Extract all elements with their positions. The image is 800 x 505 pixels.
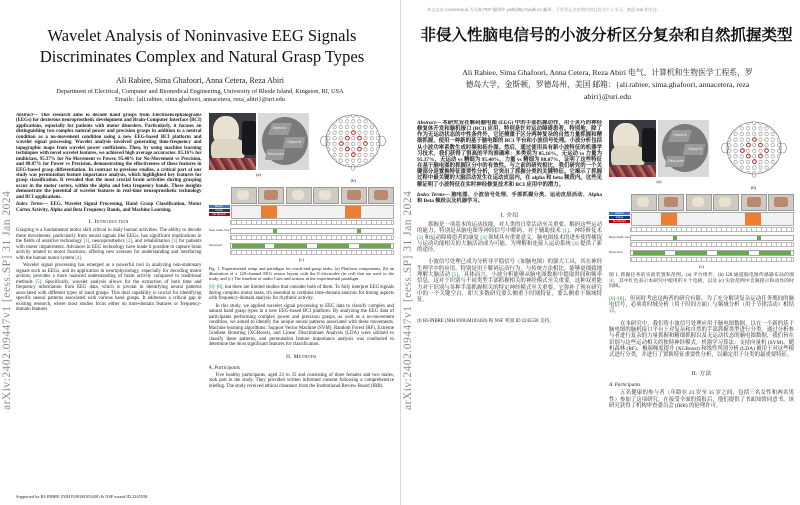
citation-link[interactable]: [5]	[35, 279, 42, 285]
paper-title	[34, 26, 370, 67]
movement-label: Movement	[208, 243, 222, 248]
movement-block	[717, 251, 749, 255]
timeline-thumb	[741, 194, 767, 211]
cue-highlight	[745, 213, 761, 225]
beep-mark	[757, 236, 761, 240]
timeline-thumb	[231, 187, 257, 204]
translation-notice: 本文以站 Accessory.ai 为开源 PDF 翻译库 yadk(http://yadk.io) 翻译，不会更正点对照内容且仅为个人学习，欢迎 star 和关注。	[427, 7, 662, 12]
citation-link[interactable]: [3]	[480, 234, 487, 241]
figure-sublabel-b: (b)	[350, 178, 356, 183]
beep-mark	[357, 229, 361, 233]
figure-sublabel-c: (c)	[698, 264, 705, 269]
time-ruler	[630, 257, 794, 263]
time-ruler	[630, 242, 794, 248]
two-column-body-chinese	[417, 120, 794, 505]
paper-title-chinese: 非侵入性脑电信号的小波分析区分复杂和自然抓握类型	[420, 27, 793, 44]
figure-sublabel-a: (a)	[656, 179, 662, 184]
timeline-thumb	[258, 187, 284, 204]
timeline-thumb	[341, 187, 367, 204]
cue-highlight	[261, 206, 277, 218]
index-terms-label: Index Terms—	[16, 202, 48, 208]
citation-link[interactable]: [6]–[8]	[609, 295, 625, 302]
platform-photo	[609, 120, 656, 177]
authors-line-chinese: Ali Rabiee, Sima Ghafoori, Anna Cetera, Reza Abiri 电气、计算机和生物医学工程系，罗德岛大学，金斯顿，罗德岛州，美国 邮箱：{ali.rabiee, sima.ghafoori, annacetera, reza abiri}@uri.edu	[462, 68, 753, 102]
figure-sublabel-a: (a)	[255, 172, 262, 177]
subsection-participants: A. Participants	[609, 382, 641, 389]
timeline-thumb	[631, 194, 657, 211]
platform-label-object-b: Object B	[688, 147, 702, 151]
cue-row-grasp: Grasp	[609, 216, 630, 219]
authors-line: Ali Rabiee, Sima Ghafoori, Anna Cetera, Reza Abiri	[116, 76, 284, 86]
movement-block	[759, 251, 791, 255]
timeline-thumb	[768, 194, 794, 211]
emails-line: Emails: {ali.rabiee, sima.ghafoori, annacetera, reza_abiri}@uri.edu	[115, 96, 285, 104]
platform-label-rest-point: Rest point	[668, 159, 685, 163]
beep-audio-cue-label: Beep Audio Cue	[609, 235, 630, 240]
intro-paragraph-2: 小波信号处理已成为分析非平稳信号（如脑电图）的强大工具，其在神经生理学中的应用，特别是用于解码运动行为，与传统方法相比，能够更细致地理解大脑活动 [5]。具体而言，小波分析能够从脑电图数据中提取时间和频率信息，这对于识别与不同类型手部抓握相关的神经模式至关重要。这种双重能力对于识别与各种手部抓握相关的特定神经模式至关重要。它弥补了现有研究中的一个关键空白，即大多数研究要么侧重于时域特征，要么侧重于频域特征。	[417, 259, 602, 304]
movement-block	[359, 244, 392, 248]
two-column-body	[16, 113, 394, 505]
citation-link[interactable]: [4]	[572, 240, 579, 247]
cue-row-nomvmnt: No Mvmnt	[609, 220, 630, 223]
platform-label-object-a: Object A	[272, 126, 287, 130]
movement-label: Movement	[609, 250, 623, 255]
cue-strip	[231, 205, 395, 219]
figure-1-caption: Fig. 1. Experimental setup and paradigm for reach-and-grasp tasks. (a) Platform components, (b) an illustration of a 128-channel EEG sensor layout with the 8 electrodes (in red) that are used in the study, and (c) The timeline of audio Cues and actions in the experimental paradigm.	[208, 266, 394, 282]
citation-link[interactable]: [3]	[171, 239, 178, 245]
cue-row-reach: Reach	[609, 212, 630, 215]
section-heading-methods: II. Methods	[285, 353, 317, 360]
section-heading-introduction: I. Introduction	[88, 219, 129, 226]
movement-block	[232, 244, 265, 248]
english-column-2	[209, 113, 395, 505]
figure-1-caption: 图 1. 抓握任务的实验装置和范例。(a) 平台组件，(b) 128 通道脑电图传感器布局的图示，其中红色表示本研究中使用的 8 个电极，以及 (c) 实验范例中音频提示和动作的时间线。	[609, 273, 794, 290]
support-footnote: Supported by RI-INBRE (NIH P20GM103430) & NSF award ID 2245558.	[16, 494, 149, 499]
time-ruler	[230, 250, 395, 256]
cue-highlight	[345, 206, 361, 218]
movement-block	[633, 251, 665, 255]
timeline-thumb	[286, 187, 312, 204]
eeg-sensor-layout-diagram	[714, 120, 794, 178]
support-footnote: 由 RI-INBRE (NIH P20GM103430) 和 NSF 奖项 ID 2245558 支持。	[417, 319, 555, 325]
abstract-chinese	[417, 120, 602, 188]
column2-paragraph-1: [6]–[8], but there are limited studies that consider both of them. To fully interpret EEG signals during complex motor tasks, it's essential to combine time-domain analysis for timing aspects with frequency-domain analysis for rhythmic activity.	[208, 285, 394, 302]
arxiv-stamp: arXiv:2402.09447v1 [eess.SP] 31 Jan 2024	[402, 190, 414, 410]
citation-link[interactable]: [2]	[126, 239, 133, 245]
timeline-thumb	[686, 194, 712, 211]
abstract-label: Abstract—	[16, 113, 38, 118]
citation-link[interactable]: [1]	[562, 228, 569, 235]
citation-link[interactable]: [6]–[8]	[208, 285, 223, 291]
english-column-1	[16, 113, 202, 505]
timeline-thumb	[313, 187, 339, 204]
paper-title-line1: Wavelet Analysis of Noninvasive EEG Signals	[47, 26, 357, 45]
column2-paragraph-2: 在本研究中，我们将小波信号处理应用于脑电图数据，以在一个新的基于脑电图的脑机接口平台上对复杂和自然的手部抓握类型进行分类。通过分析参与者进行复杂的力量抓握和精细抓握以及无运动状态的脑电图数据，我们旨在识别与这些运动相关的独特神经模式。机器学习算法：支持向量机 (SVM)、随机森林 (RF)、极端梯度提升 (XGBoost) 和线性判别分析 (LDA) 被用于对这些模式进行分类，并进行了置换特征重要性分析，以确定用于分类的最重要特征。	[609, 320, 794, 359]
eeg-sensor-layout-diagram	[313, 113, 393, 171]
beep-mark	[673, 236, 677, 240]
platform-render	[658, 120, 709, 177]
cue-highlight	[661, 213, 677, 225]
abstract	[16, 113, 202, 200]
citation-link[interactable]: [2]	[417, 234, 424, 241]
movement-block	[317, 244, 350, 248]
column2-paragraph-1: [6]–[8]，但同时考虑这两者的研究有限。为了充分解读复杂运动任务期间的脑电信号，必须将时域分析（用于时间方面）与频域分析（用于节律活动）相结合。	[609, 295, 794, 315]
chinese-column-1	[417, 120, 602, 505]
platform-photo	[209, 113, 256, 170]
beep-track	[630, 235, 794, 242]
platform-render	[258, 113, 309, 170]
index-terms-chinese	[417, 192, 602, 204]
index-terms-text: 脑电图、小波信号处理、手部抓握分类、运动皮层活动、Alpha 和 Beta 频段以及机器学习。	[417, 191, 602, 204]
figure-sublabel-c: (c)	[298, 257, 304, 262]
arxiv-stamp: arXiv:2402.09447v1 [eess.SP] 31 Jan 2024	[1, 190, 13, 410]
page-chinese	[400, 0, 800, 505]
index-terms	[16, 202, 202, 213]
paper-title-line2: Discriminates Complex and Natural Grasp Types	[39, 46, 365, 66]
experiment-timeline-diagram	[209, 187, 395, 262]
experiment-timeline-diagram	[609, 194, 794, 269]
figure-sublabel-b: (b)	[750, 185, 757, 190]
methods-paragraph-1: 五名健康的参与者（年龄在 23 岁至 35 岁之间，包括三名女性和两名男性）参加了这项研究。在接受全面的简报后，他们提供了书面知情同意书。该研究获得了机构审查委员会 (IRB) 的伦理许可。	[609, 390, 794, 410]
cue-row-reach: Reach	[209, 205, 230, 208]
citation-link[interactable]: [5]	[451, 271, 459, 278]
timeline-thumb	[713, 194, 739, 211]
movement-block	[274, 244, 307, 248]
time-ruler	[630, 227, 794, 233]
timeline-thumb	[658, 194, 684, 211]
methods-paragraph-1: Five healthy participants, aged 23 to 35 and consisting of three females and two males, took part in the study. They provided written informed consent following a comprehensive briefing. The study received ethical clearance from the Institutional Review Board (IRB).	[208, 372, 394, 389]
beep-audio-cue-label: Beep Audio Cue	[208, 228, 230, 233]
platform-label-object-b: Object B	[287, 140, 302, 144]
chinese-column-2	[609, 120, 794, 505]
intro-paragraph-1: Grasping is a fundamental motor skill critical to daily human activities. The ability to decode these movements, particularly from neural signals like EEGs, has significant implications in the fields of assistive technology [1], neuroprosthetics [2], and rehabilitation [3] for patients with motor impairments. Advances in EEG technology have made it possible to capture brain activity related to motor functions, offering new avenues for understanding and interfacing with the human motor system [4].	[16, 228, 202, 261]
column2-paragraph-2: In this study, we applied wavelet signal processing to EEG data to classify complex and natural hand grasp types in a new EEG-based BCI platform. By analyzing the EEG data of participants performing complex power and precision grasps, as well as a no-movement condition, we aimed to identify the unique neural patterns associated with these movements. Machine learning algorithms; Support Vector Machine (SVM), Random Forest (RF), Extreme Gradient Boosting (XGBoost), and Linear Discriminant Analysis (LDA) were utilized to classify these patterns, and permutation feature importance analysis was conducted to determine the most significant features for classification.	[208, 303, 394, 348]
platform-label-rest-point: Rest point	[267, 152, 284, 156]
cue-strip	[631, 212, 794, 226]
citation-link[interactable]: [1]	[83, 239, 90, 245]
abstract-label: Abstract—	[417, 120, 441, 126]
figure-1	[209, 113, 395, 281]
subsection-participants: A. Participants	[208, 364, 240, 371]
affiliation-line: Department of Electrical, Computer and Biomedical Engineering, University of Rhode Island, Kingston, RI, USA	[56, 88, 344, 96]
cue-row-grasp: Grasp	[209, 209, 230, 212]
beep-track	[230, 228, 395, 235]
time-ruler	[230, 235, 395, 241]
timeline-thumb	[368, 187, 394, 204]
movement-track	[630, 250, 794, 257]
index-terms-text: EEG, Wavelet Signal Processing, Hand Grasp Classification, Motor Cortex Activity, Alpha and Beta Frequency Bands, and Machine Learning.	[16, 202, 202, 213]
platform-label-object-a: Object A	[673, 133, 687, 137]
section-heading-introduction: I. 介绍	[500, 212, 519, 219]
movement-track	[230, 243, 395, 250]
movement-block	[675, 251, 707, 255]
beep-mark	[273, 229, 277, 233]
intro-paragraph-1: 抓握是一项基本的运动技能，对人类的日常活动至关重要。解码这些运动的能力，特别是从脑电图等神经信号中解码，对于辅助技术 [1]、神经修复术 [2] 和运动障碍患者的康复 [3] 领域具有重要意义。脑电图技术的进步使得捕捉与运动功能相关的大脑活动成为可能，为理解和连接人运动系统 [4] 提供了新的途径。	[417, 221, 602, 254]
figure-1	[609, 120, 794, 290]
time-ruler	[230, 220, 395, 226]
abstract-text: 本研究旨在解码脑电图 (EEG) 中的手部抓握动作，用于灵巧的神经修复体开发和脑机接口 (BCI) 应用，特别是针对运动障碍患者。特别地，除了作为无运动状态的中性条件外，它还侧重于区分两种复杂的自然力量抓握和精细抓握，使用一种新的基于脑电图的 BCI 平台和小波信号处理。小波分析包括从小波功率系数生成时频和拓扑图。然后，通过使用具有新小波特征的机器学习技术，我们获得了很高的平均准确率：多类别为 85.16%，无运动 vs 力量为 95.37%，无运动 vs 精细为 95.40%，力量 vs 精细为 88.07%，证明了这些特征在基于脑电图的抓握区分中的有效性。与之前的研究相比，我们研究的一个关键部分是置换特征重要性分析，它突出了抓握分类的关键特征。它揭示了抓握过程中最关键的大脑活动发生在运动皮层内，在 alpha 和 beta 频段内。这些见解证明了小波特征在实时神经修复技术和 BCI 应用中的潜力。	[417, 120, 602, 188]
cue-row-nomvmnt: No Mvmnt	[209, 213, 230, 216]
index-terms-label: Index Terms—	[417, 191, 450, 198]
abstract-text: This research aims to decode hand grasps from Electroencephalograms (EEGs) for dexterous neuroprosthetic development and Brain-Computer Interface (BCI) applications, especially for patients with motor disorders. Particularly, it focuses on distinguishing two complex natural power and precision grasps in addition to a neutral condition as a no-movement condition using a new EEG-based BCI platform and wavelet signal processing. Wavelet analysis involved generating time-frequency and topographic maps from wavelet power coefficients. Then, by using machine learning techniques with novel wavelet features, we achieved high average accuracies: 85.16% for multiclass, 95.37% for No-Movement vs Power, 95.40% for No-Movement vs Precision, and 88.07% for Power vs Precision, demonstrating the effectiveness of these features in EEG-based grasp differentiation. In contrast to previous studies, a critical part of our study was permutation feature importance analysis, which highlighted key features for grasp classification. It revealed that the most crucial brain activities during grasping occur in the motor cortex, within the alpha and beta frequency bands. These insights demonstrate the potential of wavelet features in real-time neuroprosthetic technology and BCI applications.	[16, 113, 202, 200]
citation-link[interactable]: [4]	[75, 255, 82, 261]
section-heading-methods: II. 方法	[691, 371, 712, 378]
intro-paragraph-2: Wavelet signal processing has emerged as a powerful tool in analyzing non-stationary signals such as EEGs, and its application in neurophysiology, especially for decoding motor actions, provides a more nuanced understanding of brain activity compared to traditional methods [5]. Specifically, wavelet analysis allows for the extraction of both time and frequency information from EEG data, which is pivotal in identifying neural patterns associated with different types of hand grasps. This dual capability is crucial for identifying specific neural patterns associated with various hand grasps. It addresses a critical gap in existing research, where most studies focus either on time-domain features or frequency-domain features	[16, 263, 202, 313]
